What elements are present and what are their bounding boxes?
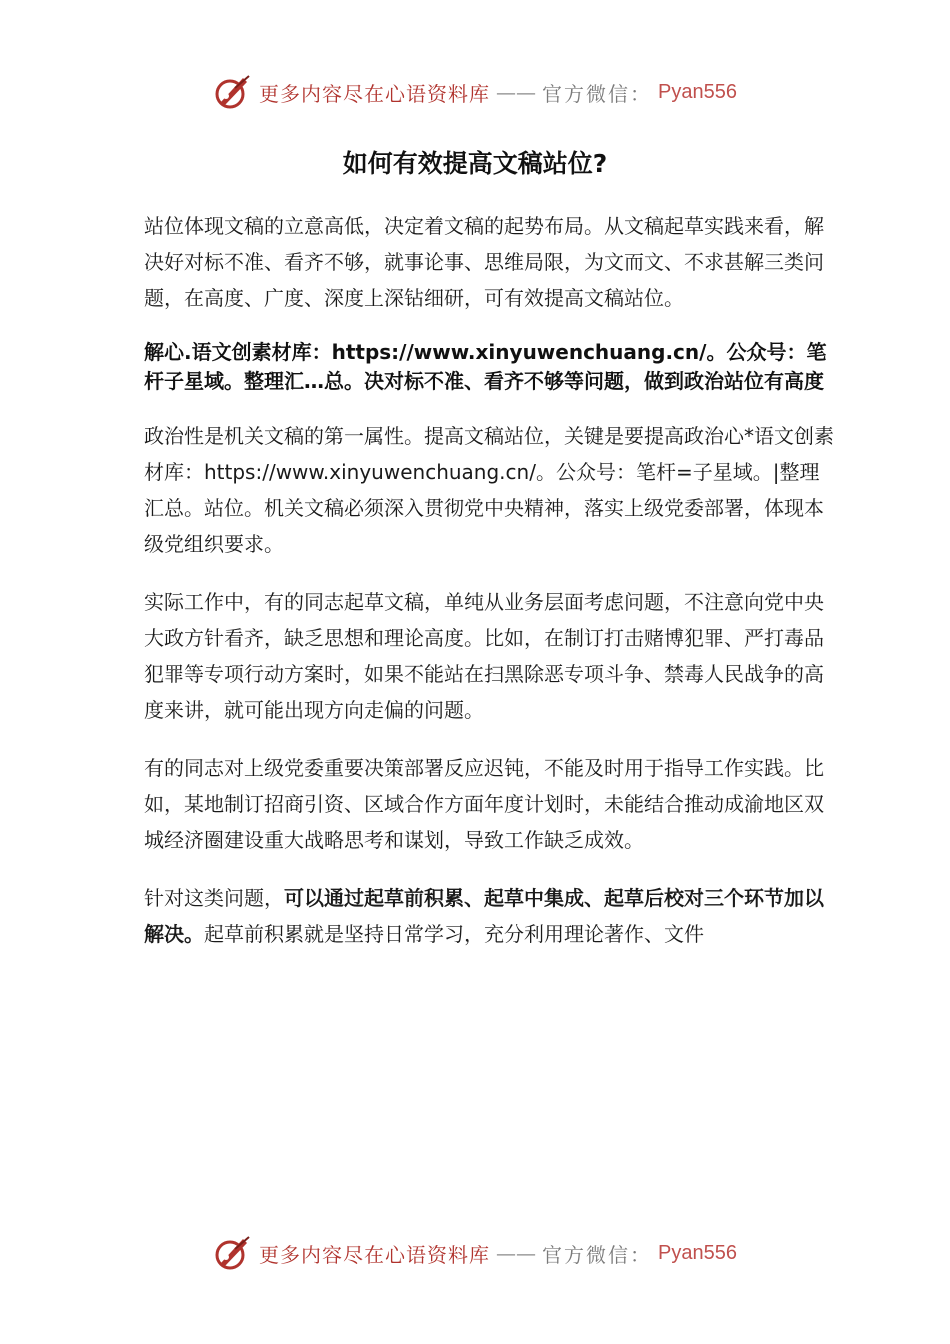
paragraph-practice: 实际工作中，有的同志起草文稿，单纯从业务层面考虑问题，不注意向党中央大政方针看齐，缺乏思想和理论高度。比如，在制订打击赌博犯罪、严打毒品犯罪等专项行动方案时，如果不能站在扫黑除恶专项斗争、禁毒人民战争的高度来讲，就可能出现方向走偏的问题。 <box>144 590 824 722</box>
paragraph-political: 政治性是机关文稿的第一属性。提高文稿站位，关键是要提高政治心*语文创素材库：https://www.xinyuwenchuang.cn/。公众号：笔杆=子星域。|整理汇总。站位。机关文稿必须深入贯彻党中央精神，落实上级党委部署，体现本级党组织要求。 <box>144 424 834 556</box>
intro-paragraph: 站位体现文稿的立意高低，决定着文稿的起势布局。从文稿起草实践来看，解决好对标不准、看齐不够，就事论事、思维局限，为文而文、不求甚解三类问题，在高度、广度、深度上深钻细研，可有效提高文稿站位。 <box>144 214 824 310</box>
quill-logo-icon <box>213 1233 253 1273</box>
solution-lead: 针对这类问题， <box>144 886 284 910</box>
banner-wechat-id: Pyan556 <box>658 1241 737 1264</box>
banner-wechat-label: 官方微信： <box>542 81 653 106</box>
solution-rest: 起草前积累就是坚持日常学习，充分利用理论著作、文件 <box>204 922 704 946</box>
banner-dash: —— <box>496 1241 537 1265</box>
section-heading: 解心.语文创素材库：https://www.xinyuwenchuang.cn/。公众号：笔杆子星域。整理汇…总。决对标不准、看齐不够等问题，做到政治站位有高度 <box>144 340 827 393</box>
banner-library-text: 更多内容尽在心语资料库 <box>259 1242 491 1267</box>
paragraph-response: 有的同志对上级党委重要决策部署反应迟钝，不能及时用于指导工作实践。比如，某地制订招商引资、区域合作方面年度计划时，未能结合推动成渝地区双城经济圈建设重大战略思考和谋划，导致工作缺乏成效。 <box>144 756 824 852</box>
banner-dash: —— <box>496 80 537 104</box>
banner-wechat-id: Pyan556 <box>658 80 737 103</box>
header-banner <box>0 70 950 114</box>
banner-wechat-label: 官方微信： <box>542 1242 653 1267</box>
banner-library-text: 更多内容尽在心语资料库 <box>259 81 491 106</box>
paragraph-solution <box>144 880 834 952</box>
document-title: 如何有效提高文稿站位? <box>342 149 608 178</box>
document-body <box>144 208 834 974</box>
footer-banner <box>0 1231 950 1275</box>
solution-bold: 可以通过起草前积累、起草中集成、起草后校对三个环节加以解决。 <box>144 886 824 946</box>
quill-logo-icon <box>213 72 253 112</box>
